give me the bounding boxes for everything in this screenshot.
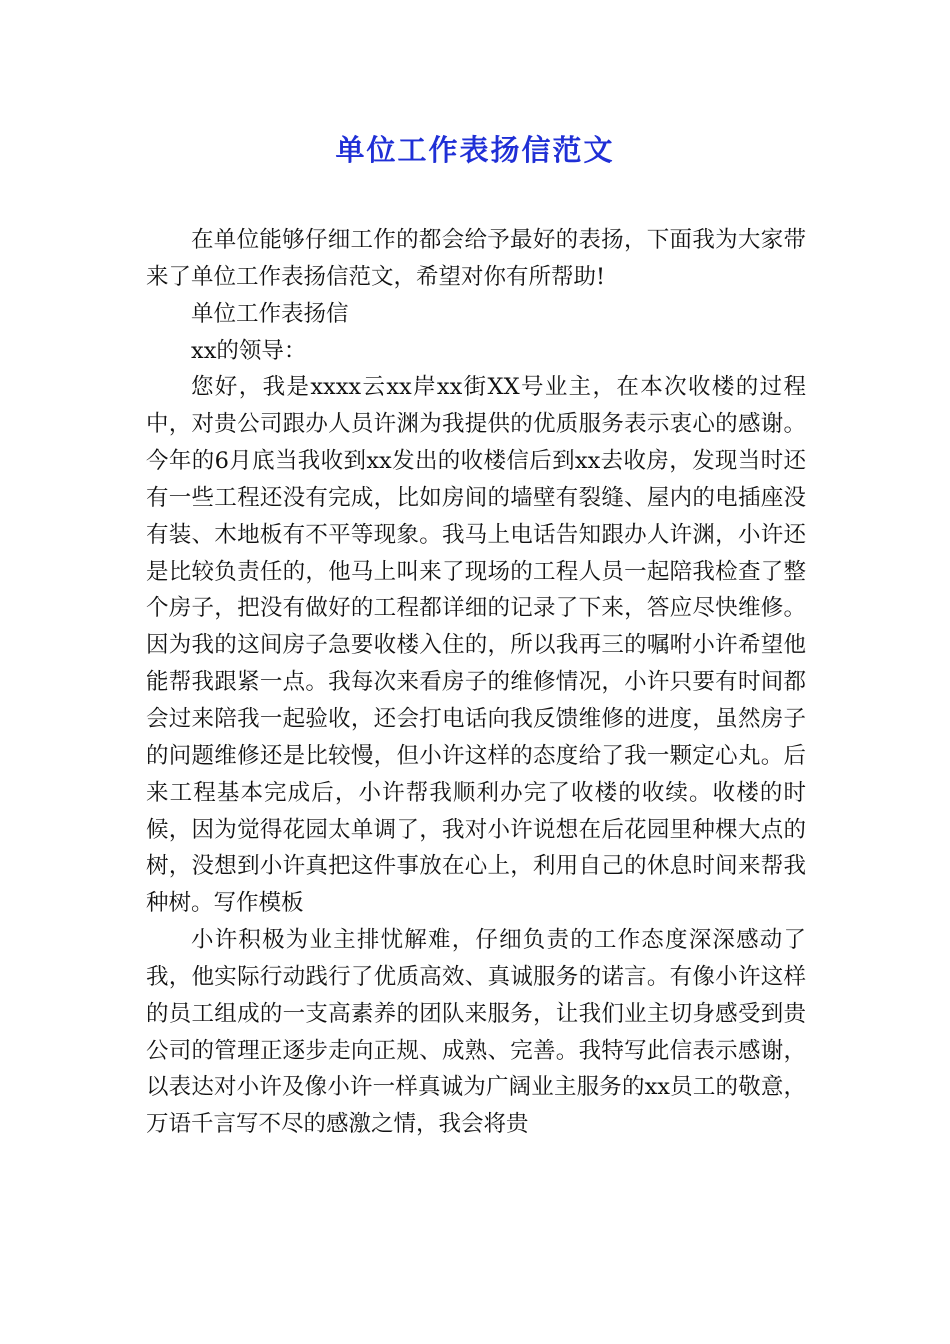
document-title: 单位工作表扬信范文 — [335, 133, 615, 167]
body-paragraph-letter-title: 单位工作表扬信 — [191, 300, 349, 327]
body-paragraph-thanks: 小许积极为业主排忧解难，仔细负责的工作态度深深感动了我，他实际行动践行了优质高效、真诚服务的诺言。有像小许这样的员工组成的一支高素养的团队来服务，让我们业主切身感受到贵公司的管理正逐步走向正规、成熟、完善。我特写此信表示感谢，以表达对小许及像小许一样真诚为广阔业主服务的xx员工的敬意，万语千言写不尽的感激之情，我会将贵 — [146, 927, 806, 1138]
body-paragraph-intro: 在单位能够仔细工作的都会给予最好的表扬，下面我为大家带来了单位工作表扬信范文，希望对你有所帮助! — [146, 227, 806, 290]
body-paragraph-main: 您好，我是xxxx云xx岸xx街XX号业主，在本次收楼的过程中，对贵公司跟办人员许渊为我提供的优质服务表示衷心的感谢。今年的6月底当我收到xx发出的收楼信后到xx去收房，发现当时还有一些工程还没有完成，比如房间的墙壁有裂缝、屋内的电插座没有装、木地板有不平等现象。我马上电话告知跟办人许渊，小许还是比较负责任的，他马上叫来了现场的工程人员一起陪我检查了整个房子，把没有做好的工程都详细的记录了下来，答应尽快维修。因为我的这间房子急要收楼入住的，所以我再三的嘱咐小许希望他能帮我跟紧一点。我每次来看房子的维修情况，小许只要有时间都会过来陪我一起验收，还会打电话向我反馈维修的进度，虽然房子的问题维修还是比较慢，但小许这样的态度给了我一颗定心丸。后来工程基本完成后，小许帮我顺利办完了收楼的收续。收楼的时候，因为觉得花园太单调了，我对小许说想在后花园里种棵大点的树，没想到小许真把这件事放在心上，利用自己的休息时间来帮我种树。写作模板 — [146, 374, 806, 917]
document-body — [146, 222, 806, 1143]
body-paragraph-salutation: xx的领导： — [191, 337, 307, 364]
